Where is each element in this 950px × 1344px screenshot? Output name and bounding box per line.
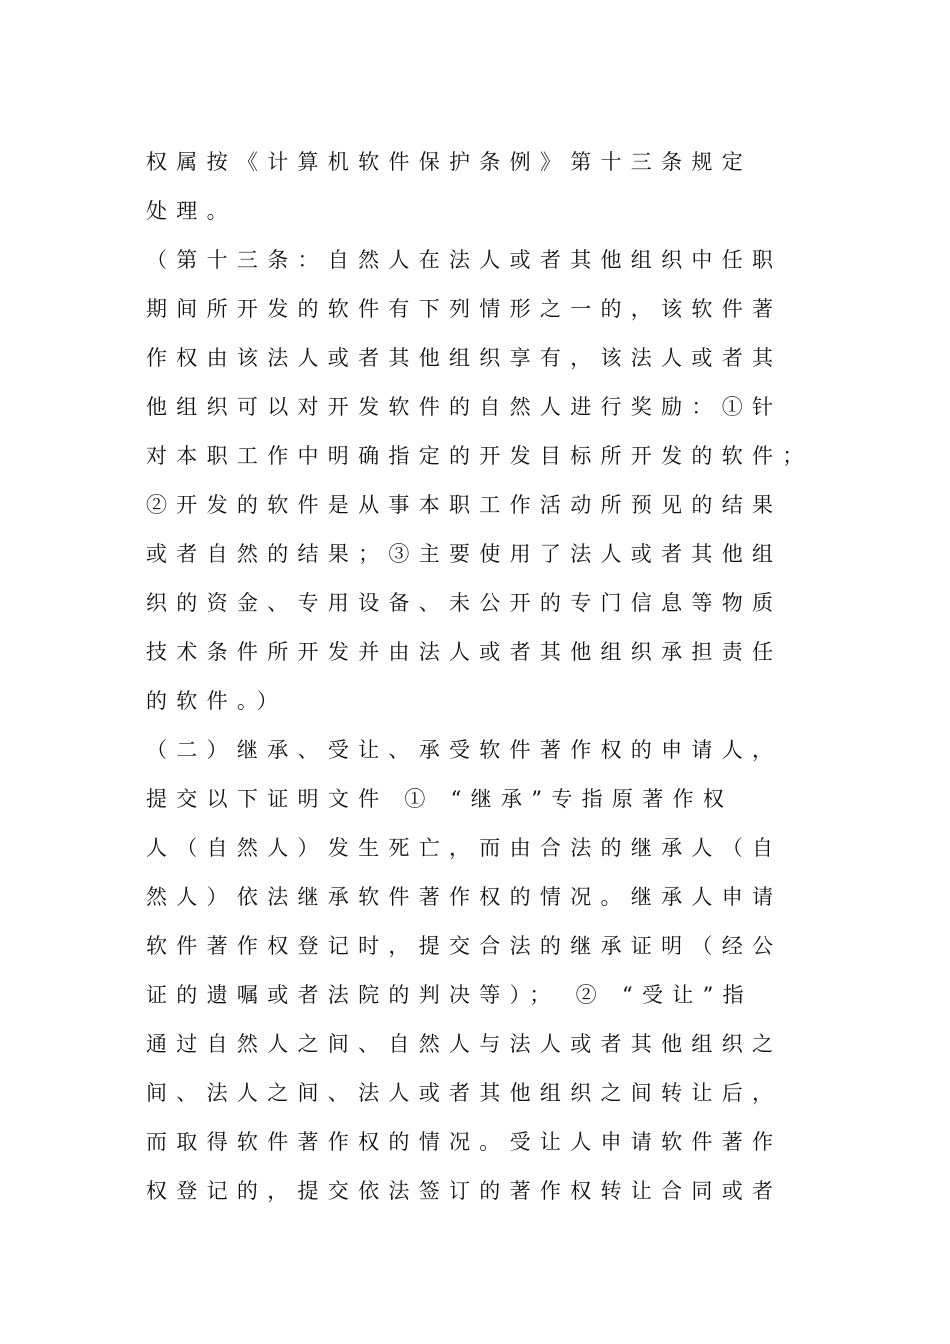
text-line: 而取得软件著作权的情况。受让人申请软件著作 [146, 1130, 783, 1154]
text-line: 然人）依法继承软件著作权的情况。继承人申请 [146, 885, 783, 909]
text-line: 处理。 [146, 199, 237, 223]
text-line: （第十三条：自然人在法人或者其他组织中任职 [146, 248, 783, 272]
text-line: 权属按《计算机软件保护条例》第十三条规定 [146, 150, 752, 174]
text-line: 人（自然人）发生死亡，而由合法的继承人（自 [146, 836, 783, 860]
text-line: 作权由该法人或者其他组织享有，该法人或者其 [146, 346, 783, 370]
text-line: 技术条件所开发并由法人或者其他组织承担责任 [146, 640, 783, 664]
text-line: 或者自然的结果；③主要使用了法人或者其他组 [146, 542, 783, 566]
text-line: 织的资金、专用设备、未公开的专门信息等物质 [146, 591, 783, 615]
text-line: 提交以下证明文件 ① “继承”专指原著作权 [146, 787, 734, 811]
text-line: 的软件。） [146, 689, 287, 713]
text-line: 证的遗嘱或者法院的判决等）； ② “受让”指 [146, 983, 753, 1007]
text-line: 间、法人之间、法人或者其他组织之间转让后， [146, 1081, 783, 1105]
text-line: （二）继承、受让、承受软件著作权的申请人， [146, 738, 783, 762]
document-body [146, 138, 826, 1216]
text-line: 权登记的，提交依法签订的著作权转让合同或者 [146, 1179, 783, 1203]
text-line: 期间所开发的软件有下列情形之一的，该软件著 [146, 297, 783, 321]
text-line: ②开发的软件是从事本职工作活动所预见的结果 [146, 493, 783, 517]
text-line: 软件著作权登记时，提交合法的继承证明（经公 [146, 934, 783, 958]
text-line: 他组织可以对开发软件的自然人进行奖励：①针 [146, 395, 783, 419]
text-line: 通过自然人之间、自然人与法人或者其他组织之 [146, 1032, 783, 1056]
text-line: 对本职工作中明确指定的开发目标所开发的软件； [146, 444, 813, 468]
